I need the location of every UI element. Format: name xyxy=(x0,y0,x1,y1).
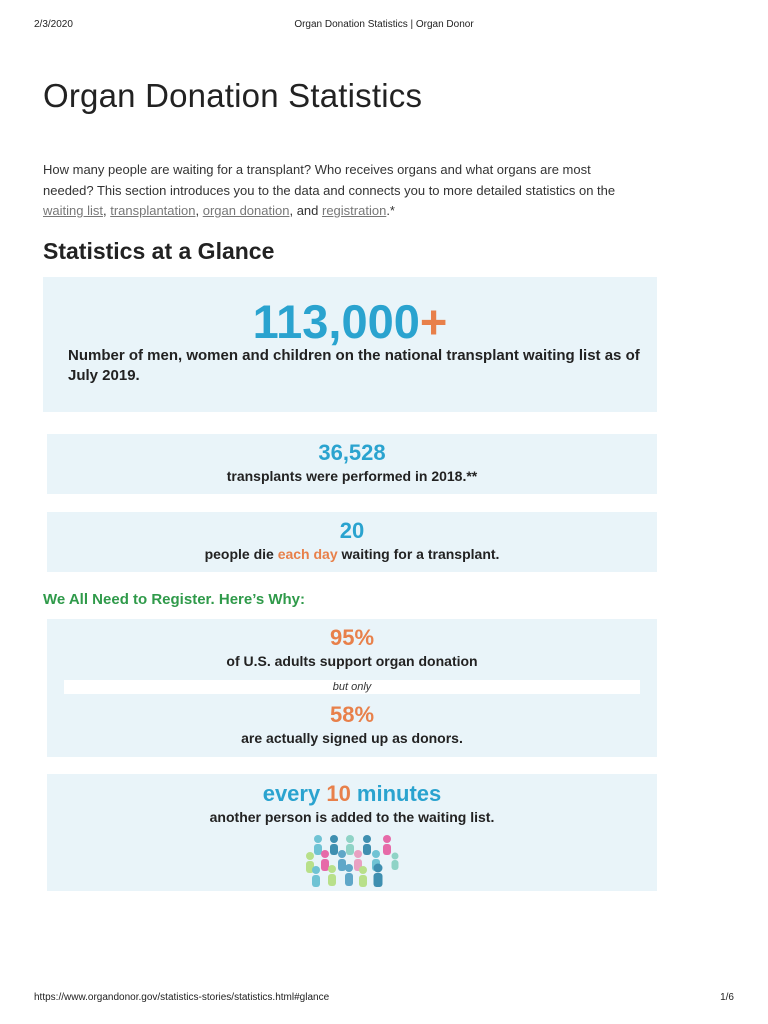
waiting-list-number xyxy=(43,295,657,349)
people-crowd-icon xyxy=(301,833,403,889)
waiting-list-description: Number of men, women and children on the national transplant waiting list as of July 2019. xyxy=(68,347,640,384)
waiting-list-link[interactable]: waiting list xyxy=(43,203,103,218)
intro-paragraph xyxy=(43,160,633,222)
register-heading: We All Need to Register. Here’s Why: xyxy=(43,591,306,608)
every-prefix: every xyxy=(262,781,327,806)
signed-up-percent: 58% xyxy=(329,702,375,727)
print-header xyxy=(0,19,768,33)
print-title: Organ Donation Statistics | Organ Donor xyxy=(294,19,474,30)
deaths-number: 20 xyxy=(339,518,365,543)
intro-end: .* xyxy=(386,203,395,218)
deaths-text-after: waiting for a transplant. xyxy=(337,546,500,562)
print-footer xyxy=(0,992,768,1006)
transplants-description: transplants were performed in 2018.** xyxy=(226,468,478,484)
deaths-text-before: people die xyxy=(204,546,278,562)
support-description: of U.S. adults support organ donation xyxy=(226,653,478,669)
every-minutes-panel xyxy=(47,774,657,891)
every-minutes-description: another person is added to the waiting list. xyxy=(209,809,495,825)
register-stat-panel xyxy=(47,619,657,757)
transplants-number: 36,528 xyxy=(318,440,386,465)
intro-text: How many people are waiting for a transplant? Who receives organs and what organs are most needed? This section introduces you to the data and connects you to more detailed statistics on the xyxy=(43,162,616,198)
page-number: 1/6 xyxy=(720,992,734,1003)
print-url: https://www.organdonor.gov/statistics-stories/statistics.html#glance xyxy=(34,992,330,1003)
waiting-number-plus: + xyxy=(419,295,448,348)
intro-separator: , xyxy=(102,203,111,218)
deaths-highlight: each day xyxy=(277,546,338,562)
print-date: 2/3/2020 xyxy=(34,19,73,30)
every-minutes-headline xyxy=(47,781,657,807)
deaths-description xyxy=(47,545,657,563)
organ-donation-link[interactable]: organ donation xyxy=(202,203,290,218)
waiting-number-value: 113,000 xyxy=(252,295,420,348)
registration-link[interactable]: registration xyxy=(322,203,387,218)
glance-heading: Statistics at a Glance xyxy=(43,238,275,264)
but-only-label: but only xyxy=(64,680,640,694)
signed-up-description: are actually signed up as donors. xyxy=(241,730,463,746)
every-number: 10 xyxy=(326,781,351,806)
intro-separator: , xyxy=(195,203,203,218)
waiting-list-stat-panel xyxy=(43,277,657,412)
deaths-stat-panel xyxy=(47,512,657,572)
every-suffix: minutes xyxy=(350,781,442,806)
transplantation-link[interactable]: transplantation xyxy=(110,203,196,218)
transplants-stat-panel xyxy=(47,434,657,494)
page-title: Organ Donation Statistics xyxy=(43,77,423,114)
support-percent: 95% xyxy=(329,625,375,650)
intro-separator: , and xyxy=(289,203,322,218)
